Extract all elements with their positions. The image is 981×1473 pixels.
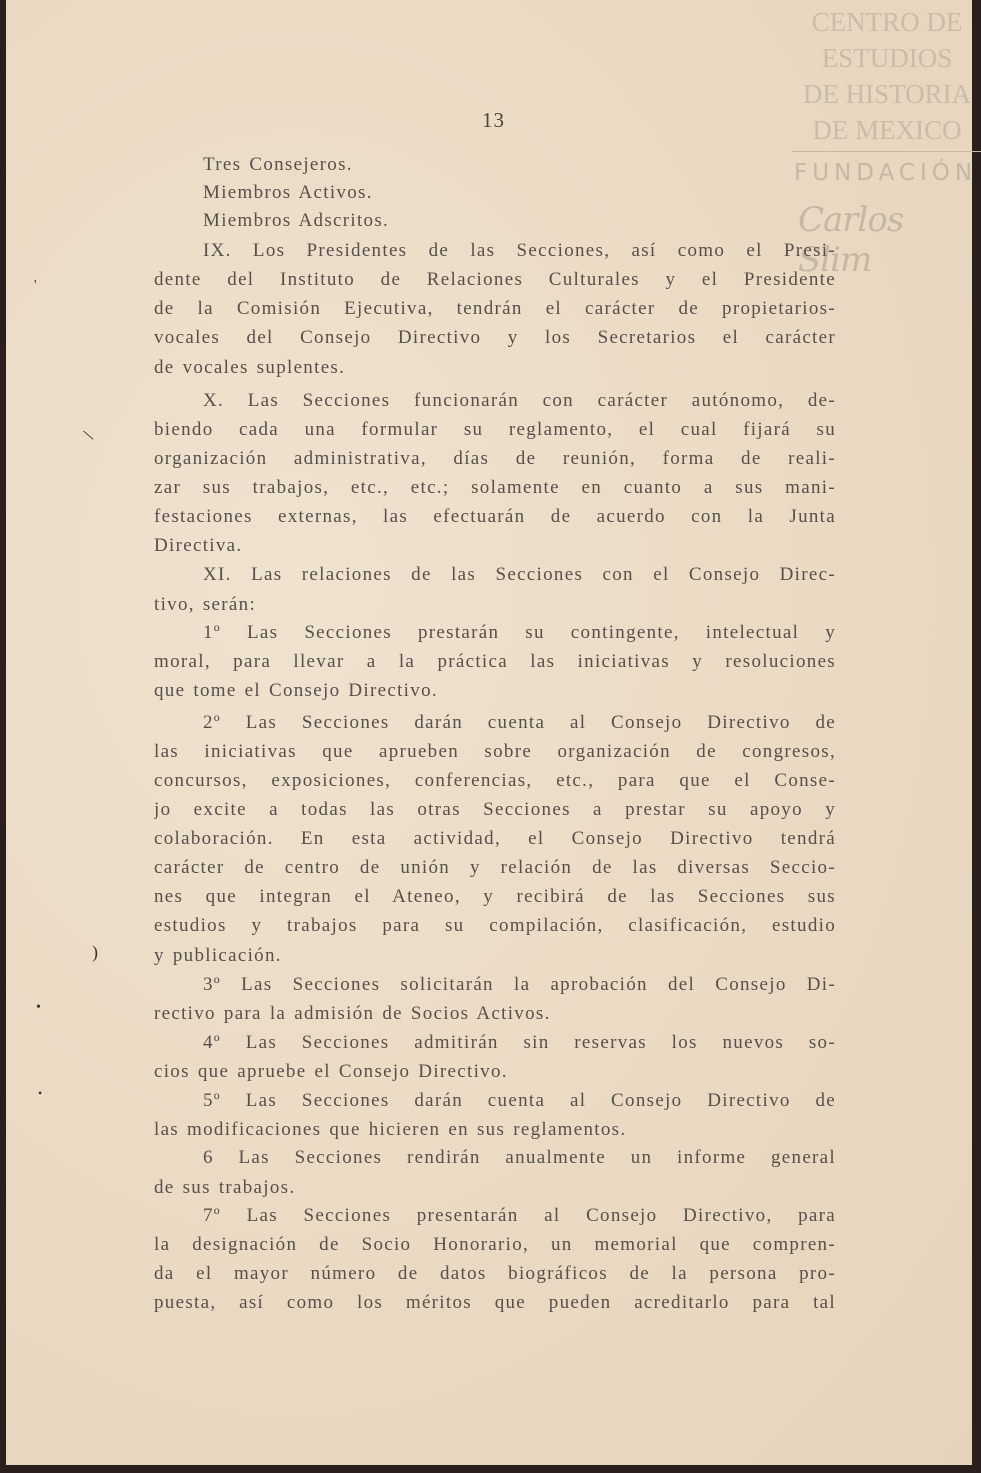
document-page [6, 0, 978, 1465]
text-line: las iniciativas que aprueben sobre organización de congresos, [154, 741, 836, 762]
text-line: Miembros Activos. [203, 182, 373, 203]
text-line: Tres Consejeros. [203, 154, 353, 175]
text-line: de sus trabajos. [154, 1177, 296, 1198]
text-line: 4º Las Secciones admitirán sin reservas los nuevos so- [203, 1032, 836, 1053]
watermark-fundacion: FUNDACIÓN [794, 160, 978, 186]
text-line: 5º Las Secciones darán cuenta al Consejo Directivo de [203, 1090, 836, 1111]
watermark [792, 4, 981, 148]
text-line: estudios y trabajos para su compilación, clasificación, estudio [154, 915, 836, 936]
watermark-line: ESTUDIOS [821, 43, 953, 73]
text-line: las modificaciones que hicieren en sus reglamentos. [154, 1119, 627, 1140]
text-line: la designación de Socio Honorario, un memorial que compren- [154, 1234, 836, 1255]
text-line: IX. Los Presidentes de las Secciones, así como el Presi- [203, 240, 836, 261]
text-line: 6 Las Secciones rendirán anualmente un informe general [203, 1147, 836, 1168]
text-line: y publicación. [154, 945, 282, 966]
text-line: colaboración. En esta actividad, el Consejo Directivo tendrá [154, 828, 836, 849]
text-line: 7º Las Secciones presentarán al Consejo Directivo, para [203, 1205, 836, 1226]
watermark-line: DE MEXICO [812, 115, 962, 145]
text-line: nes que integran el Ateneo, y recibirá de las Secciones sus [154, 886, 836, 907]
page-number: 13 [482, 108, 505, 132]
text-line: puesta, así como los méritos que pueden acreditarlo para tal [154, 1292, 836, 1313]
text-line: zar sus trabajos, etc., etc.; solamente en cuanto a sus mani- [154, 477, 836, 498]
watermark-signature: Carlos Slim [798, 200, 904, 280]
text-line: 3º Las Secciones solicitarán la aprobación del Consejo Di- [203, 974, 836, 995]
text-line: tivo, serán: [154, 594, 257, 615]
text-line: biendo cada una formular su reglamento, el cual fijará su [154, 419, 836, 440]
text-line: X. Las Secciones funcionarán con carácter autónomo, de- [203, 390, 836, 411]
text-line: que tome el Consejo Directivo. [154, 680, 438, 701]
text-line: cios que apruebe el Consejo Directivo. [154, 1061, 508, 1082]
margin-mark: • [36, 1000, 41, 1015]
margin-mark: \ [81, 425, 96, 445]
text-line: carácter de centro de unión y relación de las diversas Seccio- [154, 857, 836, 878]
text-line: da el mayor número de datos biográficos de la persona pro- [154, 1263, 836, 1284]
text-line: jo excite a todas las otras Secciones a prestar su apoyo y [154, 799, 836, 820]
text-line: organización administrativa, días de reunión, forma de reali- [154, 448, 836, 469]
margin-mark: ) [92, 942, 98, 962]
watermark-line: DE HISTORIA [802, 79, 972, 109]
text-line: 1º Las Secciones prestarán su contingente, intelectual y [203, 622, 836, 643]
text-line: Miembros Adscritos. [203, 210, 390, 231]
margin-mark: ' [34, 278, 37, 293]
watermark-line: CENTRO DE [811, 7, 963, 37]
text-line: festaciones externas, las efectuarán de acuerdo con la Junta [154, 506, 836, 527]
text-line: XI. Las relaciones de las Secciones con el Consejo Direc- [203, 564, 836, 585]
text-line: vocales del Consejo Directivo y los Secretarios el carácter [154, 327, 836, 348]
text-line: 2º Las Secciones darán cuenta al Consejo Directivo de [203, 712, 836, 733]
text-line: rectivo para la admisión de Socios Activos. [154, 1003, 551, 1024]
margin-mark: • [38, 1086, 43, 1100]
text-line: de vocales suplentes. [154, 357, 346, 378]
text-line: de la Comisión Ejecutiva, tendrán el carácter de propietarios- [154, 298, 836, 319]
text-line: moral, para llevar a la práctica las iniciativas y resoluciones [154, 651, 836, 672]
text-line: Directiva. [154, 535, 243, 556]
text-line: concursos, exposiciones, conferencias, etc., para que el Conse- [154, 770, 836, 791]
text-line: dente del Instituto de Relaciones Culturales y el Presidente [154, 269, 836, 290]
